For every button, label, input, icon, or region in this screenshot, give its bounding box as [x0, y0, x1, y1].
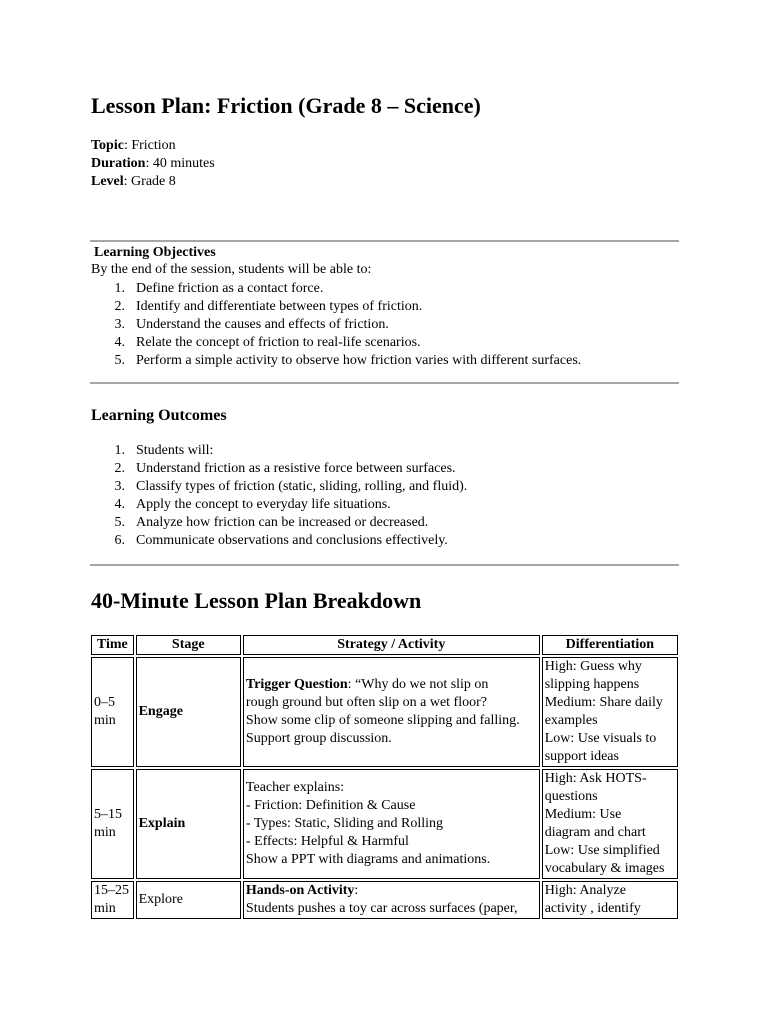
table-header-row — [91, 635, 678, 655]
strategy-cell: Trigger Question: “Why do we not slip on rough ground but often slip on a wet floor? Show some clip of someone slipping and falling. Support group discussion. — [243, 657, 540, 767]
time-cell: 5–15 min — [91, 769, 134, 879]
divider — [90, 382, 679, 384]
outcomes-list: 1. Students will: 2. Understand friction as a resistive force between surfaces. 3. Classify types of friction (static, sliding, rolling, and fluid). 4. Apply the concept to everyday life situations. 5. Analyze how friction can be increased or decreased. 6. Communicate observations and conclusions effectively. — [114, 443, 468, 548]
objectives-list: 1. Define friction as a contact force. 2. Identify and differentiate between types of friction. 3. Understand the causes and effects of friction. 4. Relate the concept of friction to real-life scenarios. 5. Perform a simple activity to observe how friction varies with different surfaces. — [114, 281, 582, 368]
stage-cell: Explore — [136, 881, 241, 919]
breakdown-heading: 40-Minute Lesson Plan Breakdown — [91, 588, 422, 613]
time-cell: 15–25 min — [91, 881, 134, 919]
lesson-meta — [91, 137, 215, 191]
stage-cell: Explain — [136, 769, 241, 879]
meta-topic: Topic: Friction — [91, 138, 176, 153]
column-header-differentiation: Differentiation — [542, 635, 678, 655]
meta-duration: Duration: 40 minutes — [91, 156, 215, 171]
differentiation-cell: High: Ask HOTS- questions Medium: Use diagram and chart Low: Use simplified vocabulary & images — [542, 769, 678, 879]
lesson-breakdown-table — [89, 633, 680, 921]
strategy-cell: Teacher explains: - Friction: Definition & Cause - Types: Static, Sliding and Rolling - Effects: Helpful & Harmful Show a PPT with diagrams and animations. — [243, 769, 540, 879]
table-row — [91, 657, 678, 767]
objectives-intro: By the end of the session, students will be able to: — [91, 262, 372, 277]
divider — [90, 240, 679, 242]
column-header-strategy: Strategy / Activity — [243, 635, 540, 655]
strategy-cell: Hands-on Activity: Students pushes a toy car across surfaces (paper, — [243, 881, 540, 919]
differentiation-cell: High: Analyze activity , identify — [542, 881, 678, 919]
column-header-stage: Stage — [136, 635, 241, 655]
stage-cell: Engage — [136, 657, 241, 767]
time-cell: 0–5 min — [91, 657, 134, 767]
page-title: Lesson Plan: Friction (Grade 8 – Science) — [91, 93, 481, 118]
column-header-time: Time — [91, 635, 134, 655]
divider — [90, 564, 679, 566]
table-row — [91, 769, 678, 879]
outcomes-heading: Learning Outcomes — [91, 407, 227, 424]
meta-level: Level: Grade 8 — [91, 174, 176, 189]
table-row — [91, 881, 678, 919]
objectives-heading: Learning Objectives — [94, 245, 216, 260]
differentiation-cell: High: Guess why slipping happens Medium: Share daily examples Low: Use visuals to support ideas — [542, 657, 678, 767]
